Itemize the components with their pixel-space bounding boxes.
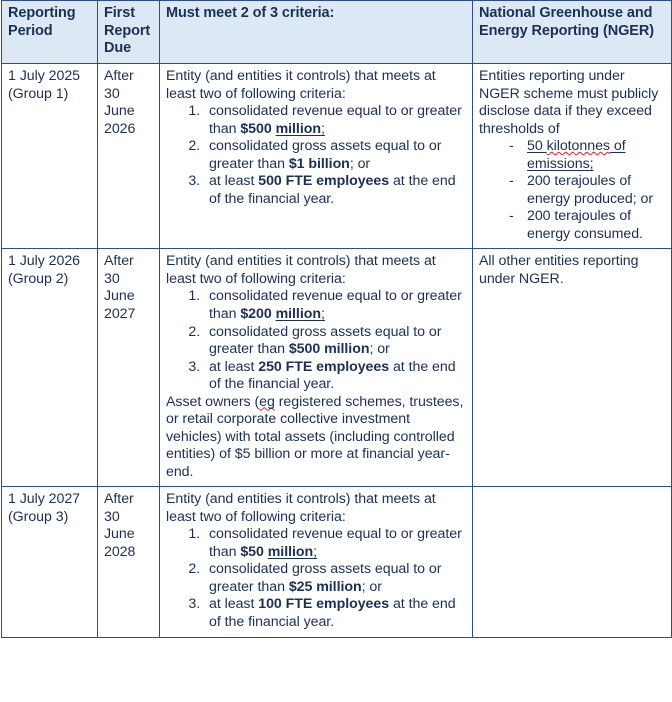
cell-first-report-due: After 30 June 2026 bbox=[98, 64, 160, 249]
nger-threshold-item: - 200 terajoules of energy consumed. bbox=[509, 208, 665, 243]
criteria-text: consolidated revenue equal to or greater than bbox=[209, 526, 462, 560]
criteria-item bbox=[204, 561, 466, 596]
criteria-punctuation: ; bbox=[320, 305, 325, 322]
criteria-text: consolidated gross assets equal to or greater than bbox=[209, 561, 442, 595]
nger-threshold-item bbox=[509, 138, 665, 173]
criteria-unit-link: million bbox=[275, 305, 321, 322]
asset-owners-text-tail: registered schemes, trustees, or retail corporate collective investment vehicles) with total assets (including controlled entities) of $5 billion or more at financial year-end. bbox=[166, 393, 464, 480]
nger-intro: All other entities reporting under NGER. bbox=[479, 253, 639, 287]
cell-nger bbox=[473, 64, 672, 249]
cell-first-report-due: After 30 June 2028 bbox=[98, 487, 160, 637]
nger-intro: Entities reporting under NGER scheme must publicly disclose data if they exceed thresholds of bbox=[479, 68, 659, 137]
criteria-amount: $1 billion bbox=[288, 155, 350, 172]
nger-unit-text: of emissions bbox=[527, 138, 626, 172]
column-header-nger: National Greenhouse and Energy Reporting (NGER) bbox=[473, 1, 672, 64]
cell-criteria bbox=[160, 249, 473, 487]
cell-reporting-period: 1 July 2027 (Group 3) bbox=[2, 487, 98, 637]
criteria-text: at least bbox=[209, 173, 259, 190]
criteria-list bbox=[166, 103, 466, 208]
criteria-intro: Entity (and entities it controls) that meets at least two of following criteria: bbox=[166, 491, 436, 525]
column-header-first-report-due: First Report Due bbox=[98, 1, 160, 64]
nger-punctuation: ; bbox=[589, 155, 594, 172]
criteria-amount: $200 bbox=[240, 305, 276, 322]
criteria-amount: $25 million bbox=[288, 578, 362, 595]
table-header bbox=[2, 1, 672, 64]
column-header-reporting-period: Reporting Period bbox=[2, 1, 98, 64]
table-row bbox=[2, 64, 672, 249]
table-row bbox=[2, 487, 672, 637]
criteria-amount: 500 FTE employees bbox=[258, 173, 390, 190]
criteria-item bbox=[204, 138, 466, 173]
criteria-text: consolidated revenue equal to or greater than bbox=[209, 288, 462, 322]
table-body bbox=[2, 64, 672, 637]
criteria-text-tail: ; or bbox=[361, 578, 382, 595]
criteria-text-tail: ; or bbox=[369, 341, 390, 358]
reporting-requirements-table bbox=[1, 0, 672, 638]
cell-criteria bbox=[160, 487, 473, 637]
criteria-text-tail: at the end of the financial year. bbox=[209, 596, 456, 630]
criteria-item bbox=[204, 288, 466, 323]
criteria-item bbox=[204, 596, 466, 631]
criteria-item bbox=[204, 324, 466, 359]
criteria-item bbox=[204, 173, 466, 208]
criteria-amount: $50 bbox=[240, 543, 268, 560]
cell-reporting-period: 1 July 2025 (Group 1) bbox=[2, 64, 98, 249]
criteria-amount: 250 FTE employees bbox=[258, 358, 390, 375]
cell-nger bbox=[473, 249, 672, 487]
column-header-criteria: Must meet 2 of 3 criteria: bbox=[160, 1, 473, 64]
criteria-unit-link: million bbox=[267, 543, 314, 560]
criteria-item bbox=[204, 526, 466, 561]
criteria-text: at least bbox=[209, 358, 259, 375]
nger-threshold-list bbox=[479, 138, 665, 243]
criteria-unit-link: million bbox=[275, 120, 321, 137]
criteria-intro: Entity (and entities it controls) that meets at least two of following criteria: bbox=[166, 68, 436, 102]
nger-value: 50 bbox=[527, 138, 547, 155]
criteria-amount: $500 bbox=[240, 120, 276, 137]
cell-criteria bbox=[160, 64, 473, 249]
cell-nger bbox=[473, 487, 672, 637]
asset-owners-paragraph bbox=[166, 394, 466, 482]
nger-threshold-item: - 200 terajoules of energy produced; or bbox=[509, 173, 665, 208]
criteria-text: consolidated gross assets equal to or greater than bbox=[209, 138, 442, 172]
cell-first-report-due: After 30 June 2027 bbox=[98, 249, 160, 487]
criteria-list bbox=[166, 526, 466, 631]
criteria-text-tail: ; or bbox=[349, 155, 371, 172]
criteria-amount: $500 million bbox=[288, 341, 370, 358]
criteria-text: consolidated gross assets equal to or greater than bbox=[209, 323, 442, 358]
criteria-intro: Entity (and entities it controls) that meets at least two of following criteria: bbox=[166, 253, 436, 287]
criteria-item bbox=[204, 103, 466, 138]
criteria-text-tail: at the end of the financial year. bbox=[209, 358, 456, 393]
criteria-text: at least bbox=[209, 596, 259, 613]
criteria-text-tail: at the end of the financial year. bbox=[209, 173, 456, 207]
table-row bbox=[2, 249, 672, 487]
criteria-item bbox=[204, 359, 466, 394]
asset-owners-misspelled: eg bbox=[259, 393, 275, 410]
criteria-punctuation: ; bbox=[320, 120, 325, 137]
asset-owners-text: Asset owners ( bbox=[166, 393, 260, 410]
criteria-list bbox=[166, 288, 466, 393]
table-header-row bbox=[2, 1, 672, 64]
nger-unit-misspelled: kilotonnes bbox=[546, 138, 610, 155]
criteria-punctuation: ; bbox=[313, 543, 318, 560]
criteria-text: consolidated revenue equal to or greater than bbox=[209, 103, 462, 137]
criteria-amount: 100 FTE employees bbox=[258, 596, 390, 613]
cell-reporting-period: 1 July 2026 (Group 2) bbox=[2, 249, 98, 487]
